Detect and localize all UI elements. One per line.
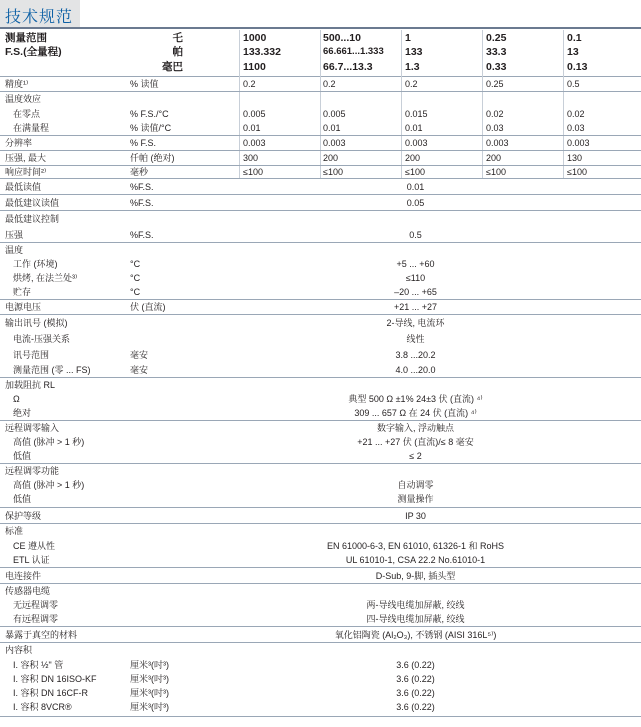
header-value: 0.13 bbox=[567, 61, 588, 73]
row-unit: 仟帕 (绝对) bbox=[130, 153, 175, 163]
cell-value: 自动调零 bbox=[397, 480, 434, 490]
row-divider bbox=[0, 210, 641, 211]
cell-value: 0.003 bbox=[405, 138, 428, 148]
row-unit: 厘米³(吋³) bbox=[130, 674, 169, 684]
cell-value: 0.01 bbox=[323, 123, 341, 133]
row-label: 内容积 bbox=[5, 645, 33, 655]
row-label: 高值 (脉冲 > 1 秒) bbox=[13, 437, 85, 447]
cell-value: 0.005 bbox=[243, 109, 266, 119]
cell-value: 300 bbox=[243, 153, 259, 163]
row-divider bbox=[0, 642, 641, 643]
row-divider bbox=[0, 523, 641, 524]
row-label: 低值 bbox=[13, 451, 32, 461]
row-divider bbox=[0, 420, 641, 421]
header-value: 500...10 bbox=[323, 32, 361, 44]
cell-value: 309 ... 657 Ω 在 24 伏 (直流) ⁴⁾ bbox=[354, 408, 477, 418]
row-label: I. 容积 8VCR® bbox=[13, 702, 72, 712]
cell-value: 四-导线电缆加屏蔽, 绞线 bbox=[366, 614, 465, 624]
row-unit: 毫秒 bbox=[130, 167, 149, 177]
cell-value: ≤100 bbox=[323, 167, 343, 177]
row-unit: °C bbox=[130, 259, 141, 269]
row-unit: 毫安 bbox=[130, 365, 149, 375]
cell-value: 3.6 (0.22) bbox=[396, 674, 435, 684]
cell-value: UL 61010-1, CSA 22.2 No.61010-1 bbox=[345, 555, 486, 565]
cell-value: +5 ... +60 bbox=[396, 259, 435, 269]
header-unit-pa: 帕 bbox=[172, 46, 183, 58]
header-value: 1000 bbox=[243, 32, 267, 44]
cell-value: 氧化铝陶瓷 (Al₂O₃), 不锈钢 (AISI 316L⁵⁾) bbox=[334, 630, 497, 640]
header-unit-torr: 乇 bbox=[172, 32, 183, 44]
row-label: 加载阻抗 RL bbox=[5, 380, 56, 390]
row-unit: %F.S. bbox=[130, 198, 154, 208]
cell-value: +21 ... +27 bbox=[393, 302, 438, 312]
cell-value: 0.2 bbox=[323, 79, 336, 89]
row-divider bbox=[0, 507, 641, 508]
cell-value: 0.003 bbox=[567, 138, 590, 148]
header-value: 33.3 bbox=[486, 46, 507, 58]
cell-value: 0.003 bbox=[486, 138, 509, 148]
row-label: CE 遵从性 bbox=[13, 541, 56, 551]
row-label: 电连接件 bbox=[5, 571, 42, 581]
row-label: 标准 bbox=[5, 526, 24, 536]
header-value: 1100 bbox=[243, 61, 266, 73]
cell-value: 线性 bbox=[406, 334, 425, 344]
title-rule bbox=[0, 27, 641, 29]
row-divider bbox=[0, 194, 641, 195]
cell-value: 3.6 (0.22) bbox=[396, 688, 435, 698]
cell-value: –20 ... +65 bbox=[394, 287, 437, 297]
header-value: 1 bbox=[405, 32, 411, 44]
cell-value: 数字输入, 浮动触点 bbox=[376, 423, 454, 433]
row-label: 传感器电缆 bbox=[5, 586, 51, 596]
row-unit: °C bbox=[130, 287, 141, 297]
row-label: 最低建议读值 bbox=[5, 198, 60, 208]
row-divider bbox=[0, 178, 641, 179]
row-label: 温度效应 bbox=[5, 94, 42, 104]
row-label: 在零点 bbox=[13, 109, 41, 119]
cell-value: D-Sub, 9-脚, 插头型 bbox=[375, 571, 456, 581]
row-unit: % F.S. bbox=[130, 138, 157, 148]
row-divider bbox=[0, 150, 641, 151]
cell-value: 2-导线, 电流环 bbox=[386, 318, 445, 328]
cell-value: 0.02 bbox=[567, 109, 585, 119]
cell-value: 0.02 bbox=[486, 109, 504, 119]
cell-value: 测量操作 bbox=[397, 494, 434, 504]
row-unit: % 读值/°C bbox=[130, 123, 172, 133]
cell-value: EN 61000-6-3, EN 61010, 61326-1 和 RoHS bbox=[326, 541, 505, 551]
row-unit: °C bbox=[130, 273, 141, 283]
row-label: 工作 (环境) bbox=[13, 259, 58, 269]
row-label: I. 容积 ½" 管 bbox=[13, 660, 64, 670]
cell-value: ≤ 2 bbox=[409, 451, 422, 461]
cell-value: 0.01 bbox=[406, 182, 425, 192]
page-title: 技术规范 bbox=[5, 7, 74, 26]
row-label: 有远程调零 bbox=[13, 614, 59, 624]
cell-value: 两-导线电缆加屏蔽, 绞线 bbox=[366, 600, 465, 610]
cell-value: 200 bbox=[323, 153, 339, 163]
column-divider bbox=[239, 30, 240, 178]
row-divider bbox=[0, 135, 641, 136]
column-divider bbox=[563, 30, 564, 178]
row-divider bbox=[0, 583, 641, 584]
cell-value: IP 30 bbox=[405, 511, 426, 521]
cell-value: 0.5 bbox=[567, 79, 580, 89]
header-value: 1.3 bbox=[405, 61, 420, 73]
cell-value: 0.03 bbox=[567, 123, 585, 133]
cell-value: 4.0 ...20.0 bbox=[395, 365, 436, 375]
cell-value: 3.8 ...20.2 bbox=[395, 350, 436, 360]
row-label: 测量范围 (零 ... FS) bbox=[13, 365, 91, 375]
header-value: 0.25 bbox=[486, 32, 507, 44]
row-unit: % 读值 bbox=[130, 79, 159, 89]
cell-value: 0.005 bbox=[323, 109, 346, 119]
row-label: 保护等级 bbox=[5, 511, 42, 521]
cell-value: 0.003 bbox=[323, 138, 346, 148]
row-unit: %F.S. bbox=[130, 182, 154, 192]
row-label: 最低读值 bbox=[5, 182, 42, 192]
cell-value: ≤100 bbox=[405, 167, 425, 177]
cell-value: ≤100 bbox=[243, 167, 263, 177]
row-label: 远程调零输入 bbox=[5, 423, 60, 433]
cell-value: 0.5 bbox=[409, 230, 422, 240]
row-label: 响应时间²⁾ bbox=[5, 167, 47, 177]
row-label: 贮存 bbox=[13, 287, 32, 297]
header-value: 66.7...13.3 bbox=[323, 61, 373, 73]
cell-value: 0.01 bbox=[243, 123, 261, 133]
column-divider bbox=[401, 30, 402, 178]
row-divider bbox=[0, 626, 641, 627]
cell-value: ≤100 bbox=[486, 167, 506, 177]
cell-value: 典型 500 Ω ±1% 24±3 伏 (直流) ⁴⁾ bbox=[348, 394, 483, 404]
row-unit: 伏 (直流) bbox=[130, 302, 166, 312]
row-label: 分辨率 bbox=[5, 138, 33, 148]
row-unit: 厘米³(吋³) bbox=[130, 660, 169, 670]
row-unit: % F.S./°C bbox=[130, 109, 169, 119]
row-divider bbox=[0, 314, 641, 315]
cell-value: 0.2 bbox=[405, 79, 418, 89]
cell-value: 0.03 bbox=[486, 123, 504, 133]
row-label: 无远程调零 bbox=[13, 600, 59, 610]
row-label: 输出讯号 (模拟) bbox=[5, 318, 68, 328]
row-label: 压强, 最大 bbox=[5, 153, 47, 163]
cell-value: 3.6 (0.22) bbox=[396, 702, 435, 712]
row-divider bbox=[0, 463, 641, 464]
row-label: I. 容积 DN 16ISO-KF bbox=[13, 674, 97, 684]
cell-value: 0.003 bbox=[243, 138, 266, 148]
row-label: 最低建议控制 bbox=[5, 214, 60, 224]
header-label-range: 测量范围 bbox=[5, 32, 47, 44]
row-label: 绝对 bbox=[13, 408, 32, 418]
row-divider bbox=[0, 567, 641, 568]
row-divider bbox=[0, 299, 641, 300]
cell-value: 200 bbox=[486, 153, 502, 163]
header-value: 0.33 bbox=[486, 61, 507, 73]
header-value: 133 bbox=[405, 46, 423, 58]
row-label: I. 容积 DN 16CF-R bbox=[13, 688, 89, 698]
cell-value: 0.01 bbox=[405, 123, 423, 133]
row-label: Ω bbox=[13, 394, 20, 404]
cell-value: 0.05 bbox=[406, 198, 425, 208]
cell-value: +21 ... +27 伏 (直流)/≤ 8 毫安 bbox=[357, 437, 474, 447]
row-divider bbox=[0, 242, 641, 243]
row-label: 电源电压 bbox=[5, 302, 42, 312]
row-divider bbox=[0, 165, 641, 166]
cell-value: ≤110 bbox=[405, 273, 426, 283]
header-value: 66.661...1.333 bbox=[323, 46, 384, 57]
row-label: 讯号范围 bbox=[13, 350, 50, 360]
row-divider bbox=[0, 377, 641, 378]
cell-value: 0.25 bbox=[486, 79, 504, 89]
row-unit: %F.S. bbox=[130, 230, 154, 240]
cell-value: 200 bbox=[405, 153, 421, 163]
row-label: 电流-压强关系 bbox=[13, 334, 70, 344]
row-label: 低值 bbox=[13, 494, 32, 504]
row-divider bbox=[0, 716, 641, 717]
header-value: 133.332 bbox=[243, 46, 281, 58]
row-label: 烘烤, 在法兰处³⁾ bbox=[13, 273, 78, 283]
row-divider bbox=[0, 91, 641, 92]
header-unit-mbar: 毫巴 bbox=[162, 61, 183, 73]
row-label: 精度¹⁾ bbox=[5, 79, 29, 89]
header-label-fs: F.S.(全量程) bbox=[5, 46, 62, 58]
row-label: 温度 bbox=[5, 245, 24, 255]
column-divider bbox=[482, 30, 483, 178]
row-unit: 厘米³(吋³) bbox=[130, 702, 169, 712]
row-label: 压强 bbox=[5, 230, 24, 240]
header-value: 0.1 bbox=[567, 32, 582, 44]
row-unit: 毫安 bbox=[130, 350, 149, 360]
column-divider bbox=[320, 30, 321, 178]
cell-value: ≤100 bbox=[567, 167, 587, 177]
header-value: 13 bbox=[567, 46, 579, 58]
row-label: 远程调零功能 bbox=[5, 466, 60, 476]
row-label: 高值 (脉冲 > 1 秒) bbox=[13, 480, 85, 490]
row-label: ETL 认证 bbox=[13, 555, 50, 565]
row-unit: 厘米³(吋³) bbox=[130, 688, 169, 698]
cell-value: 130 bbox=[567, 153, 583, 163]
cell-value: 0.2 bbox=[243, 79, 256, 89]
row-label: 在满量程 bbox=[13, 123, 50, 133]
row-label: 暴露于真空的材料 bbox=[5, 630, 78, 640]
cell-value: 0.015 bbox=[405, 109, 428, 119]
cell-value: 3.6 (0.22) bbox=[396, 660, 435, 670]
